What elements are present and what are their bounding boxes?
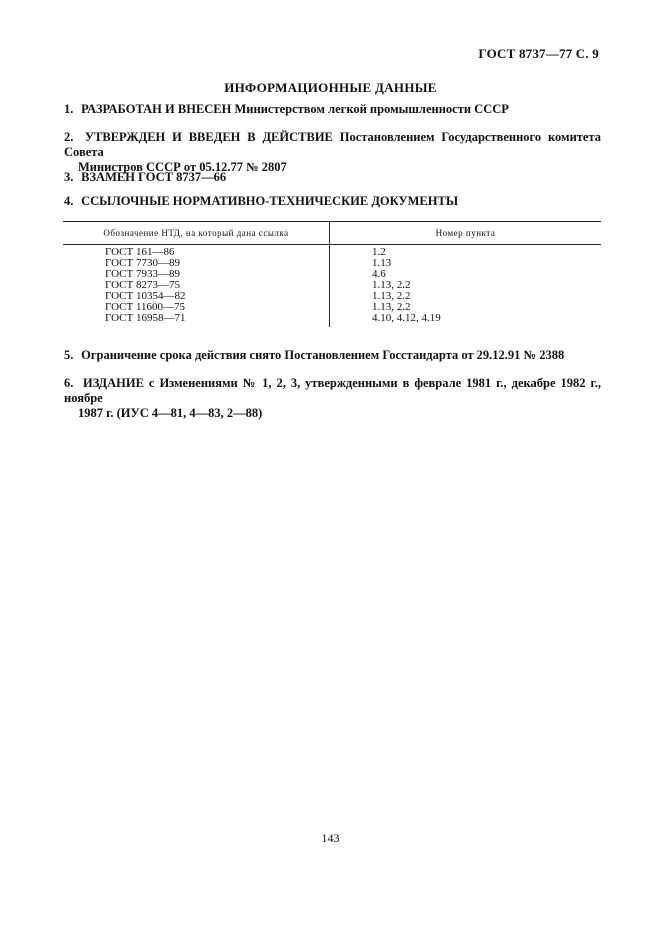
document-cell: ГОСТ 161—86 [63, 245, 330, 259]
page-number: 143 [321, 831, 340, 845]
clause-cell: 1.13, 2.2 [372, 279, 411, 291]
item-number: 6. [64, 376, 74, 390]
item-text: РАЗРАБОТАН И ВНЕСЕН Министерством легкой промышленности СССР [81, 102, 509, 116]
item-text: УТВЕРЖДЕН И ВВЕДЕН В ДЕЙСТВИЕ Постановлением Государственного комитета Совета [64, 130, 602, 159]
table-header-row [63, 222, 601, 245]
clause-cell: 1.2 [372, 246, 386, 258]
document-page-reference: ГОСТ 8737—77 С. 9 [478, 46, 599, 61]
info-item-6 [64, 376, 601, 421]
info-item-2 [64, 130, 601, 175]
item-text: ССЫЛОЧНЫЕ НОРМАТИВНО-ТЕХНИЧЕСКИЕ ДОКУМЕНТЫ [81, 194, 459, 208]
item-text: ВЗАМЕН ГОСТ 8737—66 [81, 170, 227, 184]
column-header-clause: Номер пункта [330, 222, 602, 245]
table-row [63, 245, 601, 259]
info-item-4 [64, 194, 601, 209]
document-cell: ГОСТ 10354—82 [63, 291, 330, 302]
item-text-continuation: 1987 г. (ИУС 4—81, 4—83, 2—88) [78, 406, 263, 420]
item-text: Ограничение срока действия снято Постановлением Госстандарта от 29.12.91 № 2388 [81, 348, 565, 362]
clause-cell: 1.13 [372, 257, 392, 269]
document-cell: ГОСТ 7933—89 [63, 269, 330, 280]
item-text-continuation: Министров СССР от 05.12.77 № 2807 [78, 160, 287, 174]
table-row [63, 313, 601, 327]
clause-cell: 1.13, 2.2 [372, 290, 411, 302]
document-cell: ГОСТ 16958—71 [63, 313, 330, 327]
clause-cell: 1.13, 2.2 [372, 301, 411, 313]
clause-cell: 4.6 [372, 268, 386, 280]
reference-documents-table [63, 221, 601, 327]
item-number: 2. [64, 130, 74, 144]
section-heading: ИНФОРМАЦИОННЫЕ ДАННЫЕ [224, 80, 437, 95]
item-number: 3. [64, 170, 74, 184]
item-number: 1. [64, 102, 74, 116]
document-cell: ГОСТ 7730—89 [63, 258, 330, 269]
item-number: 4. [64, 194, 74, 208]
info-item-5 [64, 348, 601, 363]
clause-cell: 4.10, 4.12, 4.19 [372, 312, 441, 324]
document-cell: ГОСТ 11600—75 [63, 302, 330, 313]
item-text: ИЗДАНИЕ с Изменениями № 1, 2, 3, утвержденными в феврале 1981 г., декабре 1982 г., ноябре [64, 376, 601, 405]
item-number: 5. [64, 348, 74, 362]
info-item-1 [64, 102, 601, 117]
document-cell: ГОСТ 8273—75 [63, 280, 330, 291]
column-header-document: Обозначение НТД, на который дана ссылка [63, 222, 330, 245]
info-item-3 [64, 170, 601, 185]
